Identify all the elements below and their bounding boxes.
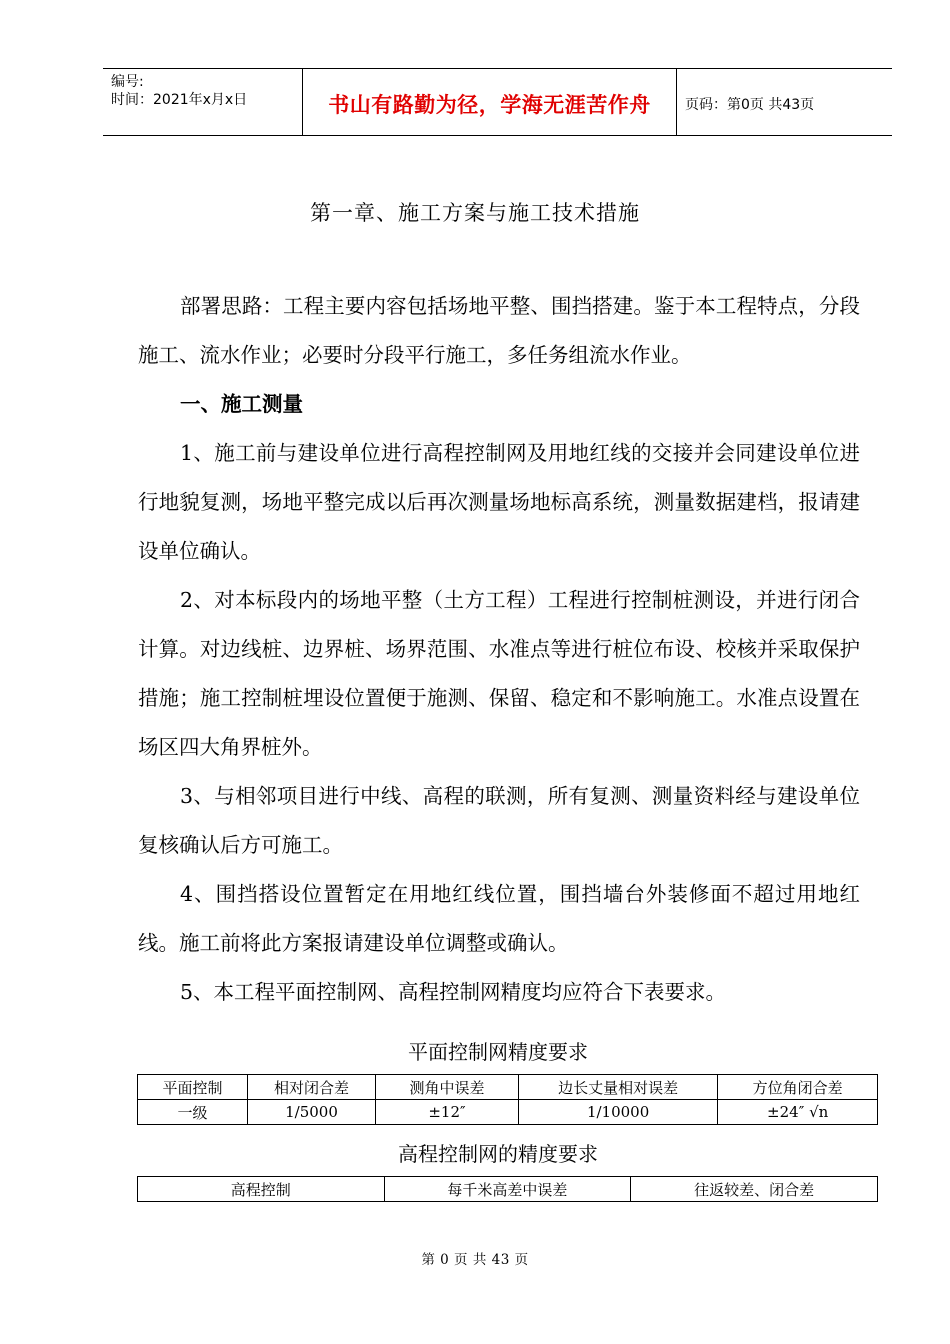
paragraph: 3、与相邻项目进行中线、高程的联测，所有复测、测量资料经与建设单位复核确认后方可施工。 bbox=[138, 784, 860, 857]
table-header-cell: 平面控制 bbox=[138, 1075, 248, 1100]
header-meta bbox=[103, 69, 303, 135]
table-cell: ±12″ bbox=[376, 1100, 519, 1125]
table-header-cell: 方位角闭合差 bbox=[718, 1075, 878, 1100]
table-header-row bbox=[138, 1177, 878, 1202]
table-cell: 1/10000 bbox=[518, 1100, 717, 1125]
header-motto: 书山有路勤为径，学海无涯苦作舟 bbox=[303, 69, 677, 135]
table-header-cell: 每千米高差中误差 bbox=[384, 1177, 631, 1202]
date-label: 时间：2021年x月x日 bbox=[111, 92, 248, 108]
number-label: 编号: bbox=[111, 74, 144, 90]
table-cell: 1/5000 bbox=[247, 1100, 375, 1125]
section-heading: 一、施工测量 bbox=[180, 392, 303, 416]
paragraph: 4、围挡搭设位置暂定在用地红线位置，围挡墙台外装修面不超过用地红线。施工前将此方案报请建设单位调整或确认。 bbox=[138, 882, 860, 955]
chapter-title: 第一章、施工方案与施工技术措施 bbox=[310, 201, 640, 225]
paragraph: 1、施工前与建设单位进行高程控制网及用地红线的交接并会同建设单位进行地貌复测，场地平整完成以后再次测量场地标高系统，测量数据建档，报请建设单位确认。 bbox=[138, 441, 860, 563]
table-cell: 一级 bbox=[138, 1100, 248, 1125]
table-row bbox=[138, 1100, 878, 1125]
table-header-cell: 边长丈量相对误差 bbox=[518, 1075, 717, 1100]
table-header-row bbox=[138, 1075, 878, 1100]
header-table bbox=[103, 68, 892, 136]
paragraph: 2、对本标段内的场地平整（土方工程）工程进行控制桩测设，并进行闭合计算。对边线桩、边界桩、场界范围、水准点等进行桩位布设、校核并采取保护措施；施工控制桩埋设位置便于施测、保留、稳定和不影响施工。水准点设置在场区四大角界桩外。 bbox=[138, 588, 860, 759]
document-body bbox=[138, 282, 860, 1017]
elevation-control-table bbox=[137, 1176, 878, 1202]
page-footer: 第 0 页 共 43 页 bbox=[421, 1252, 529, 1268]
table2-caption: 高程控制网的精度要求 bbox=[398, 1142, 598, 1166]
intro-paragraph: 部署思路：工程主要内容包括场地平整、围挡搭建。鉴于本工程特点，分段施工、流水作业；必要时分段平行施工，多任务组流水作业。 bbox=[138, 294, 860, 367]
table-header-cell: 测角中误差 bbox=[376, 1075, 519, 1100]
table-header-cell: 往返较差、闭合差 bbox=[631, 1177, 878, 1202]
table-cell: ±24″ √n bbox=[718, 1100, 878, 1125]
table-header-cell: 相对闭合差 bbox=[247, 1075, 375, 1100]
plane-control-table bbox=[137, 1074, 878, 1125]
header-page-label: 页码：第0页 共43页 bbox=[685, 97, 815, 113]
paragraph: 5、本工程平面控制网、高程控制网精度均应符合下表要求。 bbox=[180, 980, 727, 1004]
table1-caption: 平面控制网精度要求 bbox=[408, 1040, 588, 1064]
table-header-cell: 高程控制 bbox=[138, 1177, 385, 1202]
